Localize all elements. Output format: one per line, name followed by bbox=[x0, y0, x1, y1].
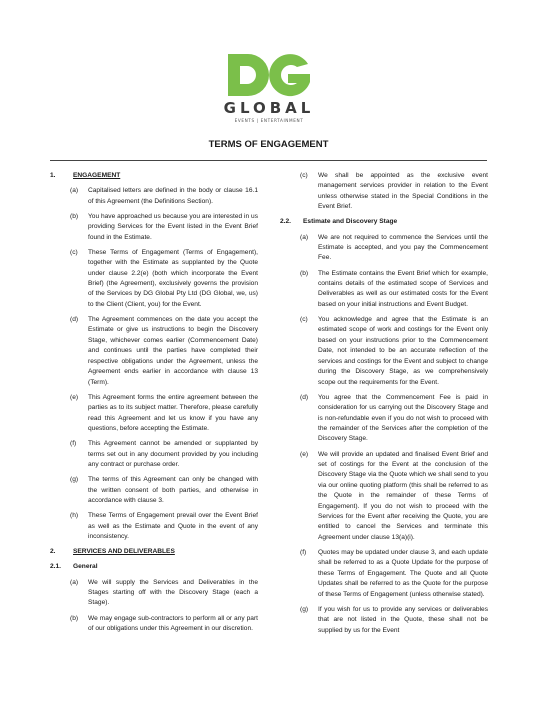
dg-logo-mark bbox=[222, 52, 316, 98]
title-divider bbox=[50, 160, 487, 161]
clause-item bbox=[50, 614, 258, 635]
clause-label: (g) bbox=[300, 605, 309, 613]
clause-label: (b) bbox=[70, 212, 79, 220]
clause-label: (a) bbox=[70, 187, 79, 195]
dg-global-logo bbox=[222, 52, 316, 126]
clause-text: You acknowledge and agree that the Estimate is an estimated scope of work and costings for the Event only based on your instructions prior to the Commencement Date, not intended to be an accurate reflection of the services and costings for the Event and subject to change during the Discovery Stage, as we comprehensively scope out the requirements for the Event. bbox=[318, 316, 488, 386]
estimate-clauses bbox=[280, 233, 488, 636]
subsection-title: Estimate and Discovery Stage bbox=[303, 218, 398, 226]
clause-item bbox=[280, 315, 488, 388]
clause-item bbox=[50, 248, 258, 310]
clause-text: Capitalised letters are defined in the body or clause 16.1 of this Agreement (the Definitions Section). bbox=[88, 187, 258, 205]
clause-text: Quotes may be updated under clause 3, and each update shall be referred to as a Quote Update for the purpose of these Terms of Engagement. The Quote and all Quote Updates shall be referred to as the Quote for the purpose of these Terms of Engagement (unless otherwise stated). bbox=[318, 548, 488, 598]
clause-item bbox=[280, 233, 488, 264]
clause-text: We shall be appointed as the exclusive event management services provider in relation to the Event unless otherwise stated in the Special Conditions in the Event Brief. bbox=[318, 172, 488, 211]
clause-text: The Agreement commences on the date you accept the Estimate or give us instructions to begin the Discovery Stage, whichever comes earlier (Commencement Date) and continues until the parties have completed their respective obligations under the Agreement, unless the Agreement ends earlier in accordance with clause 13 (Term). bbox=[88, 316, 258, 386]
section-number: 1. bbox=[50, 172, 56, 179]
clause-text: These Terms of Engagement prevail over the Event Brief as well as the Estimate and Quote in the event of any inconsistency. bbox=[88, 512, 258, 540]
clause-label: (h) bbox=[70, 512, 79, 520]
clause-text: The terms of this Agreement can only be changed with the written consent of both parties, and otherwise in accordance with clause 3. bbox=[88, 476, 258, 504]
clause-label: (d) bbox=[70, 316, 79, 324]
logo-wordmark: GLOBAL bbox=[223, 99, 315, 117]
clause-item bbox=[50, 578, 258, 609]
logo-tagline: EVENTS | ENTERTAINMENT bbox=[234, 118, 304, 123]
clause-item bbox=[280, 393, 488, 445]
document-title: TERMS OF ENGAGEMENT bbox=[208, 139, 329, 150]
section-heading-services bbox=[50, 547, 258, 557]
clause-item bbox=[50, 511, 258, 542]
clause-label: (e) bbox=[300, 450, 309, 458]
clause-item bbox=[280, 450, 488, 544]
clause-item bbox=[50, 212, 258, 243]
clause-text: You have approached us because you are interested in us providing Services for the Event listed in the Event Brief found in the Estimate. bbox=[88, 212, 258, 241]
subsection-heading-general bbox=[50, 562, 258, 572]
clause-text: This Agreement forms the entire agreement between the parties as to its subject matter. Therefore, please carefully read this Agreement and let us know if you have any questions, before accepting the Estimate. bbox=[88, 393, 258, 432]
clause-label: (f) bbox=[70, 440, 77, 448]
clause-label: (f) bbox=[300, 548, 307, 556]
clause-item bbox=[280, 269, 488, 311]
clause-text: This Agreement cannot be amended or supplanted by terms set out in any document provided by you including any contract or purchase order. bbox=[88, 440, 258, 468]
clause-label: (d) bbox=[300, 393, 309, 401]
clause-label: (b) bbox=[300, 269, 309, 277]
right-column bbox=[280, 171, 488, 641]
clause-text: These Terms of Engagement (Terms of Engagement), together with the Estimate as supplanted by the Quote under clause 2.2(e) (both which incorporate the Event Brief) (the Agreement), exclusively governs the provision of the Services by DG Global Pty Ltd (DG Global, we, us) to the Client (Client, you) for the Event. bbox=[88, 248, 258, 308]
clause-text: The Estimate contains the Event Brief which for example, contains details of the estimated scope of Services and Deliverables as well as our estimated costs for the Event based on your initial instructions and Event Budget. bbox=[318, 269, 488, 308]
subsection-number: 2.2. bbox=[280, 218, 291, 226]
clause-item bbox=[50, 475, 258, 506]
clause-text: You agree that the Commencement Fee is paid in consideration for us carrying out the Discovery Stage and is non-refundable even if you do not wish to proceed with the remainder of the Services after the completion of the Discovery Stage. bbox=[318, 393, 488, 443]
continued-clauses bbox=[280, 171, 488, 213]
section-title: SERVICES AND DELIVERABLES bbox=[73, 548, 175, 556]
clause-label: (c) bbox=[300, 316, 308, 324]
clause-text: We may engage sub-contractors to perform all or any part of our obligations under this Agreement in our discretion. bbox=[88, 614, 258, 632]
section-title: ENGAGEMENT bbox=[73, 172, 121, 179]
clause-item bbox=[50, 186, 258, 207]
clause-text: We will supply the Services and Deliverables in the Stages starting off with the Discovery Stage (each a Stage). bbox=[88, 578, 258, 607]
clause-label: (c) bbox=[70, 248, 78, 256]
clause-label: (a) bbox=[300, 233, 309, 241]
left-column bbox=[50, 171, 258, 639]
clause-text: If you wish for us to provide any services or deliverables that are not listed in the Quote, these shall not be supplied by us for the Event bbox=[318, 605, 488, 634]
clause-item bbox=[280, 548, 488, 600]
clause-item bbox=[50, 315, 258, 388]
subsection-heading-estimate bbox=[280, 217, 488, 227]
clause-label: (c) bbox=[300, 172, 308, 179]
clause-label: (e) bbox=[70, 393, 79, 401]
section-number: 2. bbox=[50, 548, 56, 556]
clause-item bbox=[50, 439, 258, 470]
clause-text: We will provide an updated and finalised Event Brief and set of costings for the Event at the conclusion of the Discovery Stage via the Quote which we shall send to you via our online quoting platform (this shall be referred to as the Quote in the remainder of these Terms of Engagement). If you do not wish to proceed with the Services for the Event after receiving the Quote, you are entitled to cancel the Services and terminate this Agreement under clause 13(a)(i). bbox=[318, 450, 488, 541]
clause-label: (a) bbox=[70, 578, 79, 586]
clause-item bbox=[280, 605, 488, 636]
section-heading-engagement bbox=[50, 171, 258, 181]
clause-text: We are not required to commence the Services until the Estimate is accepted, and you pay the Commencement Fee. bbox=[318, 233, 488, 262]
clause-label: (b) bbox=[70, 614, 79, 622]
engagement-clauses bbox=[50, 186, 258, 542]
general-clauses bbox=[50, 578, 258, 635]
clause-item bbox=[280, 171, 488, 213]
clause-item bbox=[50, 393, 258, 435]
subsection-number: 2.1. bbox=[50, 563, 61, 571]
clause-label: (g) bbox=[70, 476, 79, 484]
subsection-title: General bbox=[73, 563, 98, 571]
